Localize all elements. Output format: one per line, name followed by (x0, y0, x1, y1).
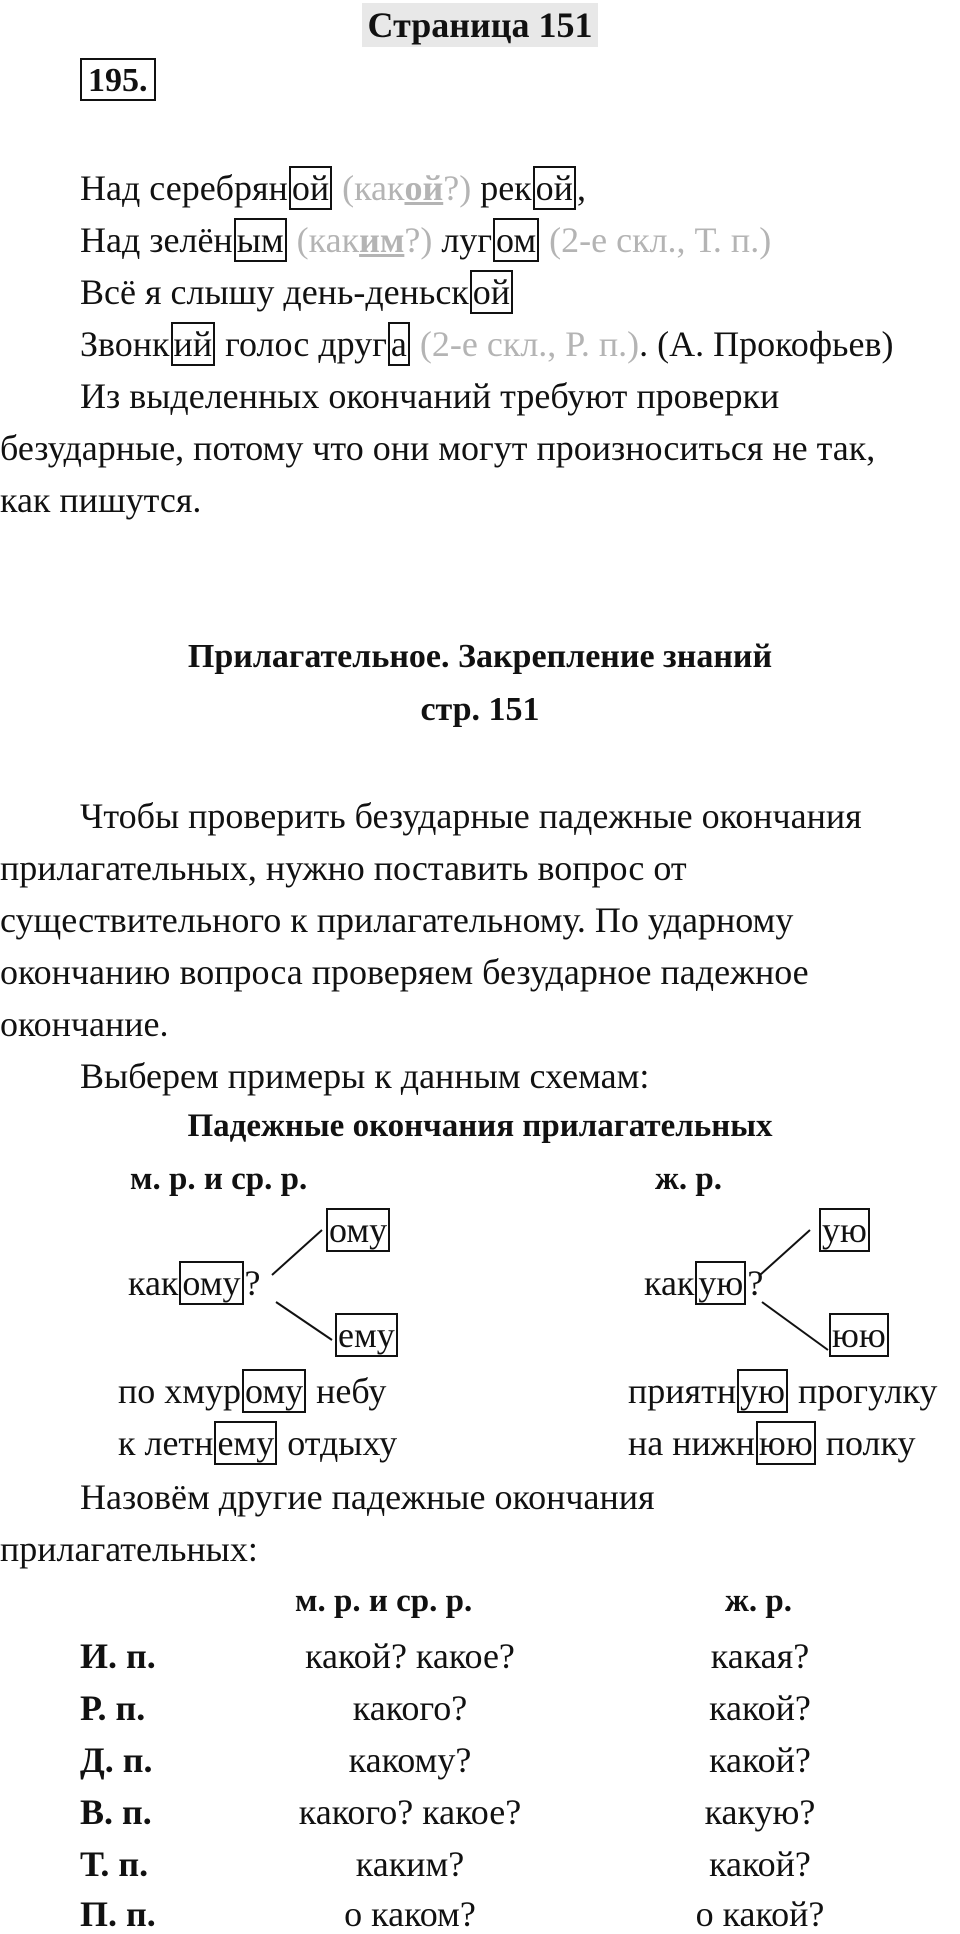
fem-question: о какой? (695, 1894, 825, 1934)
fem-question: какой? (709, 1844, 811, 1884)
masc-question: какого? какое? (298, 1792, 522, 1832)
case-label: Р. п. (80, 1688, 146, 1728)
page-title: Страница 151 (362, 3, 599, 47)
scheme-fem-bottom-ending: юю (828, 1317, 890, 1353)
section-title: Прилагательное. Закрепление знаний (187, 638, 773, 675)
paragraph-line: Выберем примеры к данным схемам: (80, 1056, 650, 1096)
scheme-masc-heading: м. р. и ср. р. (130, 1161, 308, 1197)
case-label: И. п. (80, 1636, 156, 1676)
paragraph-line: Из выделенных окончаний требуют проверки (80, 376, 780, 416)
paragraph-line: Назовём другие падежные окончания (80, 1477, 655, 1517)
ending-box: ым (234, 218, 287, 262)
check-question: (каким?) (296, 220, 433, 260)
ending-box: ом (493, 218, 539, 262)
scheme-masc-question: как ому ? (128, 1263, 261, 1303)
poem-line-1: Над серебрян ой (какой?) рек ой , (80, 168, 586, 208)
grammar-note: (2-е скл., Т. п.) (549, 220, 772, 260)
ending-box: ой (470, 270, 513, 314)
scheme-masc-bottom-ending: ему (334, 1317, 399, 1353)
exercise-number: 195. (80, 62, 156, 100)
paragraph-line: прилагательных, нужно поставить вопрос от (0, 848, 687, 888)
table-header-masc: м. р. и ср. р. (295, 1583, 473, 1619)
check-question: (какой?) (342, 168, 472, 208)
scheme-masc-top-ending: ому (325, 1212, 391, 1248)
fem-question: какую? (704, 1792, 816, 1832)
case-label: Т. п. (80, 1844, 149, 1884)
ending-box: ой (289, 166, 332, 210)
case-label: П. п. (80, 1894, 156, 1934)
masc-question: о каком? (344, 1894, 476, 1934)
scheme-fem-question: как ую ? (644, 1263, 764, 1303)
fem-question: какой? (709, 1740, 811, 1780)
table-header-fem: ж. р. (725, 1583, 793, 1619)
paragraph-line: окончанию вопроса проверяем безударное падежное (0, 952, 809, 992)
masc-question: каким? (355, 1844, 465, 1884)
ending-box: а (388, 322, 410, 366)
paragraph-line: окончание. (0, 1004, 169, 1044)
paragraph-line: Чтобы проверить безударные падежные окончания (80, 796, 862, 836)
scheme-masc-example-2: к летн ему отдыху (118, 1423, 398, 1463)
branch-line (760, 1230, 810, 1275)
paragraph-line: как пишутся. (0, 480, 202, 520)
scheme-fem-top-ending: ую (818, 1212, 871, 1248)
masc-question: какому? (348, 1740, 472, 1780)
scheme-fem-example-2: на нижн юю полку (628, 1423, 916, 1463)
fem-question: какой? (709, 1688, 811, 1728)
branch-line (272, 1230, 322, 1275)
ending-box: ой (533, 166, 576, 210)
paragraph-line: существительного к прилагательному. По ударному (0, 900, 794, 940)
section-subtitle: стр. 151 (420, 691, 540, 728)
masc-question: какого? (352, 1688, 468, 1728)
branch-line (276, 1302, 332, 1340)
grammar-note: (2-е скл., Р. п.) (419, 324, 640, 364)
scheme-title: Падежные окончания прилагательных (187, 1108, 773, 1144)
case-label: Д. п. (80, 1740, 153, 1780)
poem-line-2: Над зелён ым (каким?) луг ом (2-е скл., Т. п.) (80, 220, 772, 260)
ending-box: ий (171, 322, 216, 366)
scheme-fem-heading: ж. р. (655, 1161, 723, 1197)
branch-line (762, 1302, 828, 1350)
masc-question: какой? какое? (305, 1636, 515, 1676)
fem-question: какая? (710, 1636, 810, 1676)
poem-line-3: Всё я слышу день-деньск ой (80, 274, 514, 310)
poem-line-4: Звонк ий голос друг а (2-е скл., Р. п.). (А. Прокофьев) (80, 324, 894, 364)
case-label: В. п. (80, 1792, 152, 1832)
paragraph-line: прилагательных: (0, 1529, 258, 1569)
scheme-fem-example-1: приятн ую прогулку (628, 1371, 938, 1411)
paragraph-line: безударные, потому что они могут произноситься не так, (0, 428, 876, 468)
scheme-masc-example-1: по хмур ому небу (118, 1371, 387, 1411)
